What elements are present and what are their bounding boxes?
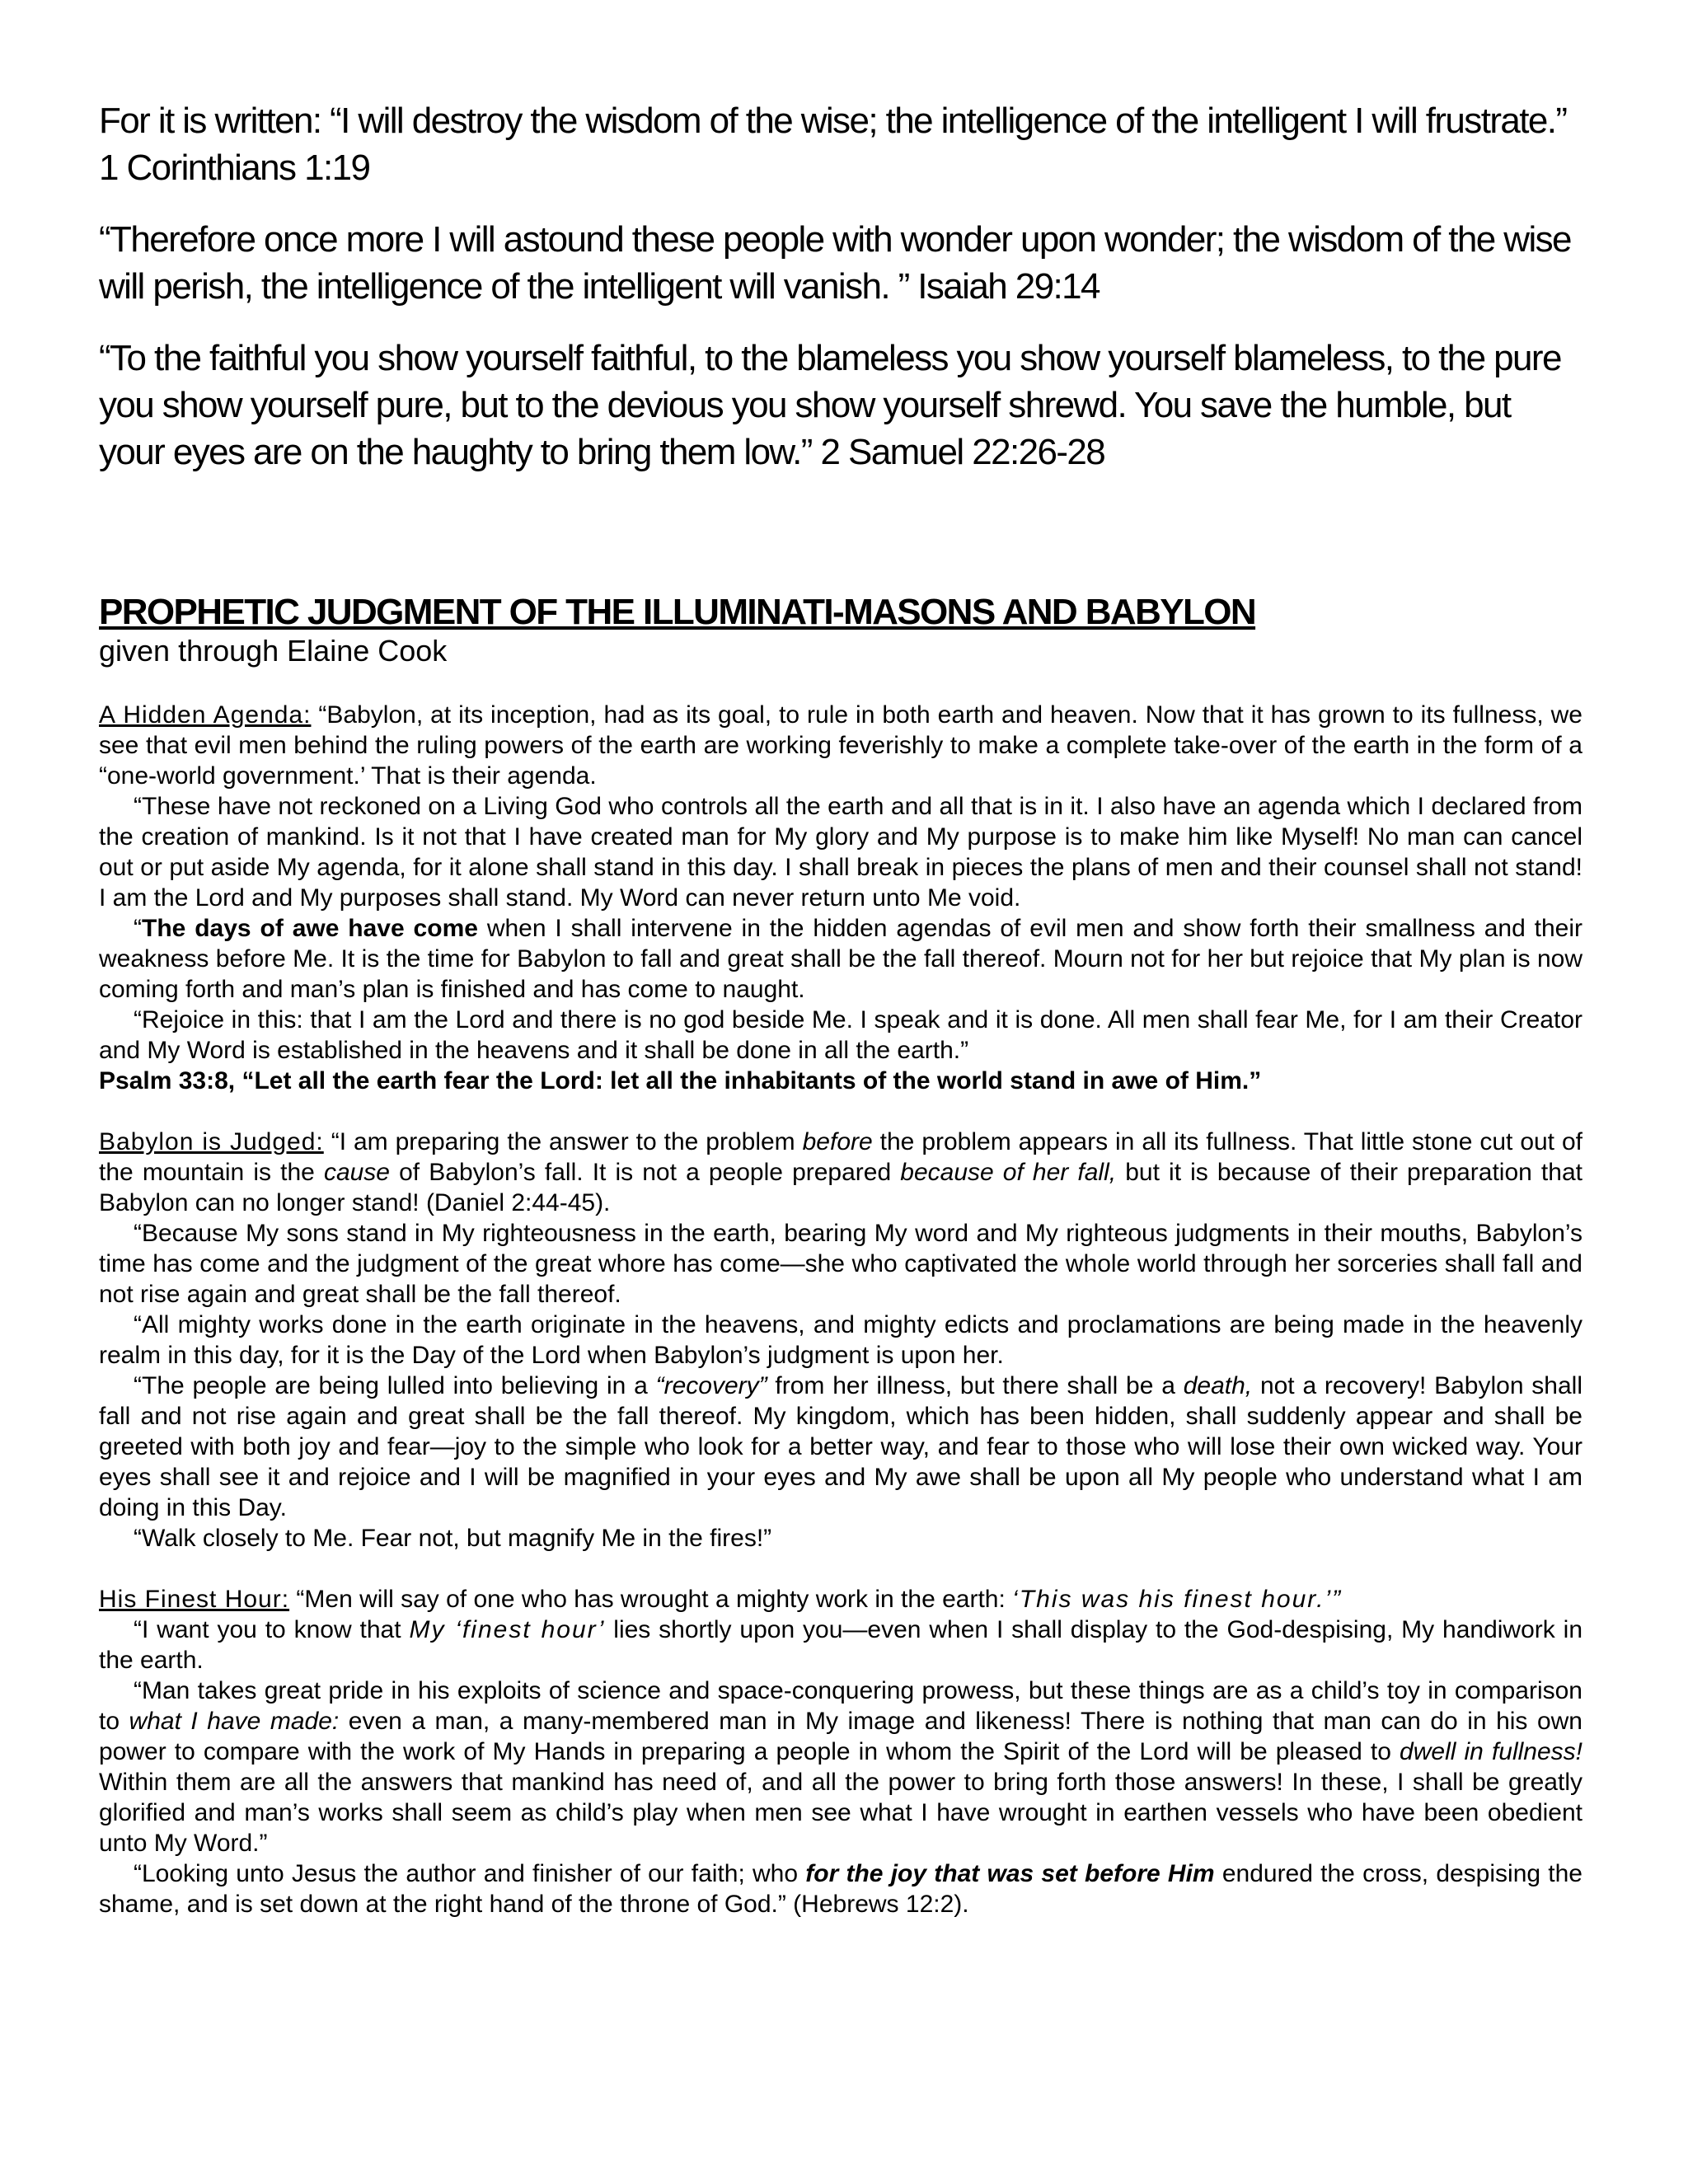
paragraph-text: even a man, a many-membered man in My image and likeness! There is nothing that man can do in his own power to compare with the work of My Hands in preparing a people in whom the Spirit of the Lord will be pleased to xyxy=(99,1708,1582,1765)
emphasis-italic: cause xyxy=(323,1159,390,1186)
paragraph-text: when I shall intervene in the hidden agendas of evil men and show forth their smallness and their weakness before Me. It is the time for Babylon to fall and great shall be the fall thereof. Mourn not for her but rejoice that My plan is now coming forth and man’s plan is finished and has come to naught. xyxy=(99,915,1583,1003)
paragraph-text: endured the cross, despising the shame, and is set down at the right hand of the throne of God.” (Hebrews 12:2). xyxy=(99,1860,1582,1918)
emphasis-italic: before xyxy=(802,1128,873,1155)
paragraph-text: “I want you to know that xyxy=(134,1616,410,1643)
section-hidden-agenda-p2: “These have not reckoned on a Living God who controls all the earth and all that is in it. I also have an agenda which I declared from the creation of mankind. Is it not that I have created man for My glory and My purpose is to make him like Myself! No man can cancel out or put aside My agenda, for it alone shall stand in this day. I shall break in pieces the plans of men and their counsel shall not stand! I am the Lord and My purposes shall stand. My Word can never return unto Me void. xyxy=(99,793,1582,912)
paragraph-text: “Man takes great pride in his exploits of science and space-conquering prowess, but these things are as a child’s toy in comparison to xyxy=(99,1677,1582,1735)
verse-reference: Isaiah 29:14 xyxy=(917,266,1100,307)
section-lead: Babylon is Judged: xyxy=(99,1128,324,1155)
psalm-reference: Psalm 33:8, “Let all the earth fear the Lord: let all the inhabitants of the world stand in awe of Him.” xyxy=(99,1067,1262,1094)
paragraph-text: not a recovery! Babylon shall fall and not rise again and great shall be the fall thereof. My kingdom, which has been hidden, shall suddenly appear and shall be greeted with both joy and fear—joy to the simple who look for a better way, and fear to those who will lose their own wicked way. Your eyes shall see it and rejoice and I will be magnified in your eyes and My awe shall be upon all My people who understand what I am doing in this Day. xyxy=(99,1372,1583,1521)
emphasis-italic: “recovery” xyxy=(655,1372,767,1399)
section-finest-hour-p1 xyxy=(99,1584,1582,1615)
spacer xyxy=(99,500,1582,591)
section-lead: A Hidden Agenda: xyxy=(99,701,312,729)
verse-text: For it is written: “I will destroy the wisdom of the wise; the intelligence of the intelligent I will frustrate.” xyxy=(99,101,1567,141)
section-lead: His Finest Hour: xyxy=(99,1586,290,1613)
emphasis-italic: My ‘finest hour’ xyxy=(409,1616,606,1643)
paragraph-text: but it is because of their preparation that Babylon can no longer stand! (Daniel 2:44-45). xyxy=(99,1159,1582,1216)
section-hidden-agenda-p3 xyxy=(99,913,1582,1005)
section-babylon-judged-p3: “All mighty works done in the earth originate in the heavens, and mighty edicts and proclamations are being made in the heavenly realm in this day, for it is the Day of the Lord when Babylon’s judgment is upon her. xyxy=(99,1311,1582,1369)
section-finest-hour-p4 xyxy=(99,1858,1582,1919)
section-hidden-agenda-p4: “Rejoice in this: that I am the Lord and there is no god beside Me. I speak and it is done. All men shall fear Me, for I am their Creator and My Word is established in the heavens and it shall be done in all the earth.” xyxy=(99,1006,1582,1064)
verse-3 xyxy=(99,335,1582,476)
emphasis-bold: The days of awe have come xyxy=(142,915,478,942)
verse-text: “To the faithful you show yourself faithful, to the blameless you show yourself blameless, to the pure you show yourself pure, but to the devious you show yourself shrewd. You save the humble, but your eyes are on the haughty to bring them low.” xyxy=(99,338,1561,472)
paragraph-text: lies shortly upon you—even when I shall display to the God-despising, My handiwork in the earth. xyxy=(99,1616,1583,1674)
verse-reference: 2 Samuel 22:26-28 xyxy=(820,432,1105,472)
section-hidden-agenda-p1 xyxy=(99,700,1582,791)
emphasis-italic: ‘This was his finest hour.’” xyxy=(1012,1586,1343,1613)
paragraph-text: from her illness, but there shall be a xyxy=(767,1372,1184,1399)
paragraph-text: “Men will say of one who has wrought a mighty work in the earth: xyxy=(289,1586,1013,1613)
document-page xyxy=(99,97,1582,1919)
section-babylon-judged-p1 xyxy=(99,1127,1582,1218)
verse-reference: 1 Corinthians 1:19 xyxy=(99,148,370,188)
verse-2 xyxy=(99,216,1582,310)
paragraph-text: “Looking unto Jesus the author and finisher of our faith; who xyxy=(134,1860,806,1887)
section-finest-hour-p3 xyxy=(99,1675,1582,1858)
emphasis-italic: death, xyxy=(1183,1372,1253,1399)
emphasis-italic: dwell in fullness! xyxy=(1400,1738,1583,1765)
emphasis-italic: for the joy that was set before Him xyxy=(805,1860,1215,1887)
verse-1 xyxy=(99,97,1582,191)
quote-mark: “ xyxy=(134,915,142,942)
paragraph-text: “The people are being lulled into believing in a xyxy=(134,1372,656,1399)
paragraph-text: “Babylon, at its inception, had as its goal, to rule in both earth and heaven. Now that it has grown to its fullness, we see that evil men behind the ruling powers of the earth are working feverishly to make a complete take-over of the earth in the form of a “one-world government.’ That is their agenda. xyxy=(99,701,1582,790)
paragraph-text: the problem appears in all its fullness. That little stone cut out of the mountain is the xyxy=(99,1128,1582,1186)
article-title: PROPHETIC JUDGMENT OF THE ILLUMINATI-MASONS AND BABYLON xyxy=(99,592,1256,632)
emphasis-italic: because of her fall, xyxy=(900,1159,1117,1186)
section-finest-hour-p2 xyxy=(99,1615,1582,1675)
emphasis-italic: what I have made: xyxy=(129,1708,340,1735)
section-babylon-judged-p5: “Walk closely to Me. Fear not, but magnify Me in the fires!” xyxy=(134,1525,772,1552)
section-babylon-judged-p4 xyxy=(99,1371,1582,1523)
paragraph-text: of Babylon’s fall. It is not a people prepared xyxy=(390,1159,901,1186)
paragraph-text: “I am preparing the answer to the problem xyxy=(323,1128,803,1155)
section-babylon-judged-p2: “Because My sons stand in My righteousness in the earth, bearing My word and My righteous judgments in their mouths, Babylon’s time has come and the judgment of the great whore has come—she who captivated the whole world through her sorceries shall fall and not rise again and great shall be the fall thereof. xyxy=(99,1220,1582,1308)
verse-text: “Therefore once more I will astound these people with wonder upon wonder; the wisdom of the wise will perish, the intelligence of the intelligent will vanish. ” xyxy=(99,219,1571,307)
article-byline: given through Elaine Cook xyxy=(99,634,448,668)
paragraph-text: Within them are all the answers that mankind has need of, and all the power to bring forth those answers! In these, I shall be greatly glorified and man’s works shall seem as child’s play when men see what I have wrought in earthen vessels who have been obedient unto My Word.” xyxy=(99,1769,1582,1857)
